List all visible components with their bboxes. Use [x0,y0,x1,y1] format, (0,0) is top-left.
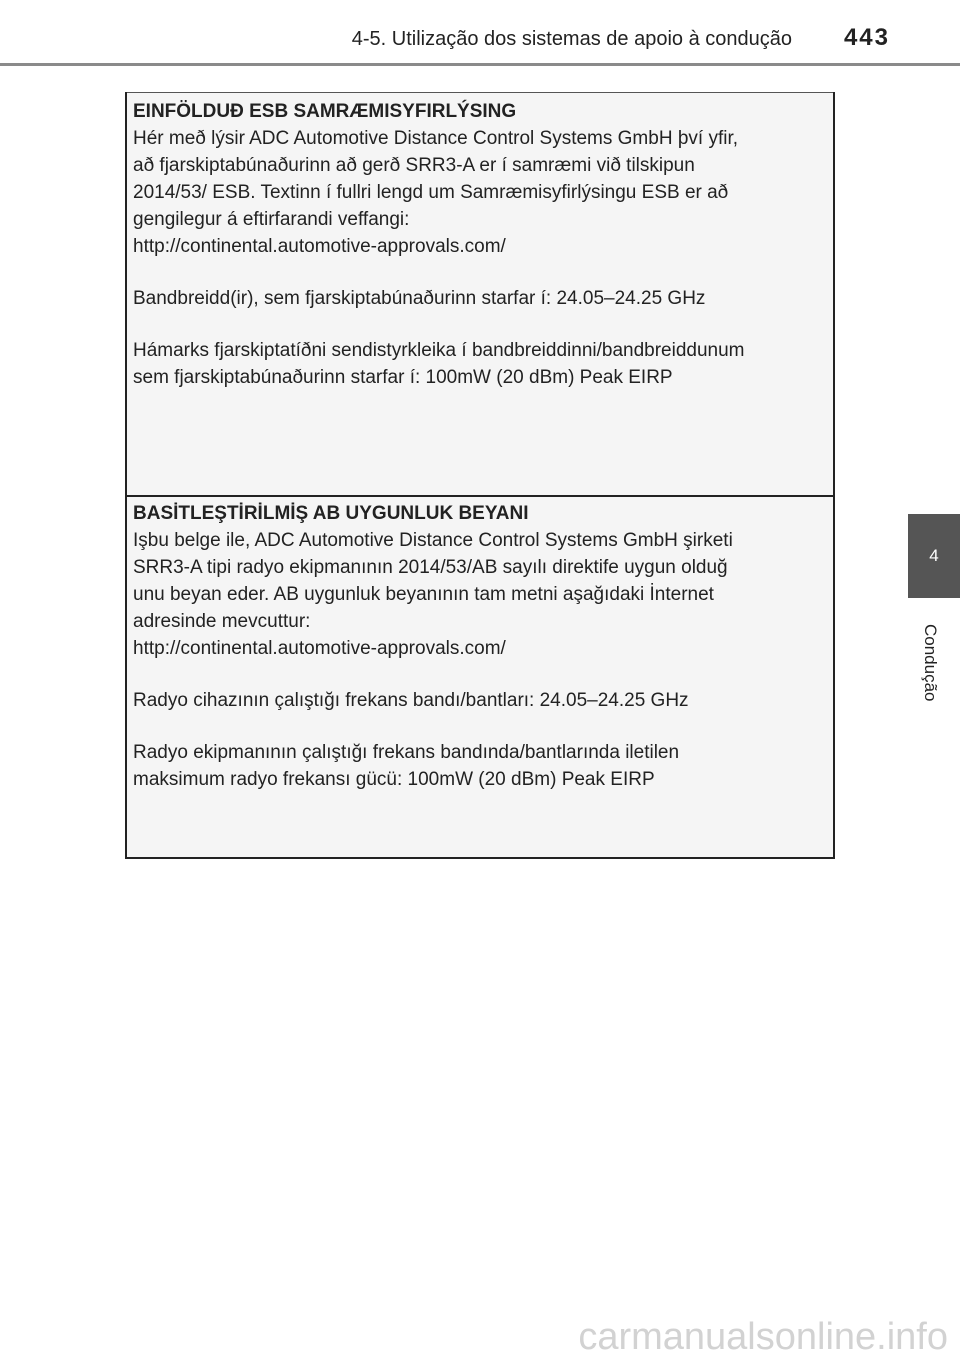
text-line: maksimum radyo frekansı gücü: 100mW (20 dBm) Peak EIRP [133,769,655,790]
watermark: carmanualsonline.info [578,1316,948,1358]
text-line: Hámarks fjarskiptatíðni sendistyrkleika í bandbreiddinni/bandbreiddunum [133,340,745,361]
text-line: Bandbreidd(ir), sem fjarskiptabúnaðurinn starfar í: 24.05–24.25 GHz [133,288,706,309]
text-line: Radyo ekipmanının çalıştığı frekans bandında/bantlarında iletilen [133,742,680,763]
chapter-tab [908,514,960,598]
running-header-title: 4-5. Utilização dos sistemas de apoio à condução [351,28,792,50]
chapter-number: 4 [929,546,939,565]
url-line: http://continental.automotive-approvals.com/ [133,638,506,659]
text-line: sem fjarskiptabúnaðurinn starfar í: 100mW (20 dBm) Peak EIRP [133,367,673,388]
section-heading: EINFÖLDUÐ ESB SAMRÆMISYFIRLÝSING [133,101,517,122]
chapter-label-text: Condução [921,624,940,702]
chapter-label [910,608,950,718]
text-line: 2014/53/ ESB. Textinn í fullri lengd um Samræmisyfirlýsingu ESB er að [133,182,729,203]
icelandic-declaration [133,98,829,490]
text-line: Radyo cihazının çalıştığı frekans bandı/bantları: 24.05–24.25 GHz [133,690,689,711]
text-line: Işbu belge ile, ADC Automotive Distance Control Systems GmbH şirketi [133,530,733,551]
page-number: 443 [843,24,890,51]
section-heading: BASİTLEŞTİRİLMİŞ AB UYGUNLUK BEYANI [133,503,529,524]
text-line: að fjarskiptabúnaðurinn að gerð SRR3-A er í samræmi við tilskipun [133,155,695,176]
turkish-declaration [133,500,829,793]
declaration-box [125,92,835,859]
section-divider [127,495,833,497]
text-line: Hér með lýsir ADC Automotive Distance Control Systems GmbH því yfir, [133,128,739,149]
text-line: adresinde mevcuttur: [133,611,311,632]
url-line: http://continental.automotive-approvals.com/ [133,236,506,257]
text-line: unu beyan eder. AB uygunluk beyanının tam metni aşağıdaki İnternet [133,584,714,605]
header-rule [0,63,960,66]
box-top-rule [127,92,833,93]
text-line: SRR3-A tipi radyo ekipmanının 2014/53/AB sayılı direktife uygun olduğ [133,557,728,578]
text-line: gengilegur á eftirfarandi veffangi: [133,209,410,230]
